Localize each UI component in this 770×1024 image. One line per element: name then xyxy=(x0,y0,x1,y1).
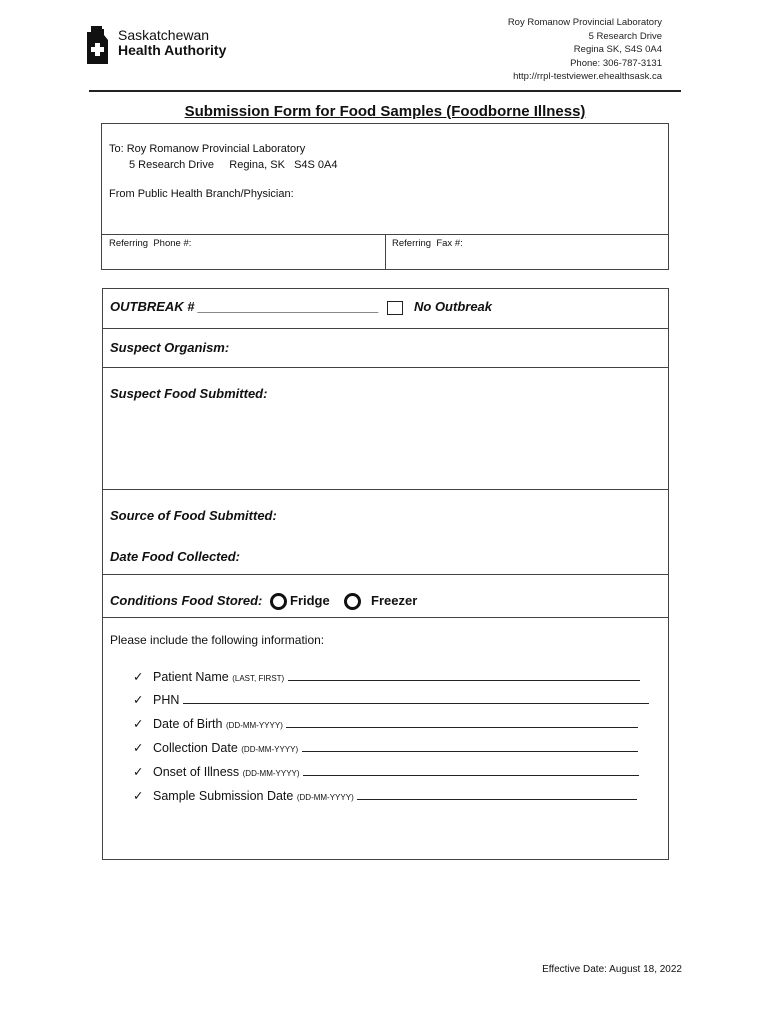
row-divider xyxy=(103,489,668,490)
item-label: Collection Date xyxy=(153,741,238,755)
address-phone: Phone: 306-787-3131 xyxy=(570,57,662,69)
item-format: (DD-MM-YYYY) xyxy=(242,769,300,778)
saskatchewan-province-icon xyxy=(86,26,110,64)
freezer-radio[interactable] xyxy=(344,593,361,610)
patient-name-item[interactable] xyxy=(133,669,640,684)
no-outbreak-label: No Outbreak xyxy=(414,299,493,314)
check-icon: ✓ xyxy=(133,789,144,803)
logo-line-saskatchewan: Saskatchewan xyxy=(118,27,210,43)
check-icon: ✓ xyxy=(133,765,144,779)
item-format: (LAST, FIRST) xyxy=(232,674,285,683)
header-divider xyxy=(89,90,681,92)
address-city: Regina SK, S4S 0A4 xyxy=(573,44,662,55)
item-label: PHN xyxy=(153,693,180,707)
collection-date-item[interactable] xyxy=(133,740,638,755)
address-street: 5 Research Drive xyxy=(588,30,662,42)
date-of-birth-item[interactable] xyxy=(133,716,638,731)
row-divider xyxy=(103,367,668,368)
fill-line[interactable] xyxy=(302,741,638,752)
lab-address-block xyxy=(508,16,662,84)
fridge-radio[interactable] xyxy=(270,593,287,610)
from-field-label[interactable]: From Public Health Branch/Physician: xyxy=(109,188,294,200)
item-format: (DD-MM-YYYY) xyxy=(225,721,283,730)
date-food-collected-field[interactable]: Date Food Collected: xyxy=(110,549,241,564)
row-divider xyxy=(103,328,668,329)
item-label: Sample Submission Date xyxy=(153,789,294,803)
sha-logo xyxy=(86,26,226,64)
onset-of-illness-item[interactable] xyxy=(133,764,639,779)
logo-line-health-authority: Health Authority xyxy=(118,42,227,58)
to-line-address: 5 Research Drive Regina, SK S4S 0A4 xyxy=(129,159,338,171)
fill-line[interactable] xyxy=(303,765,639,776)
suspect-food-field[interactable]: Suspect Food Submitted: xyxy=(110,386,268,401)
fill-line[interactable] xyxy=(357,789,637,800)
check-icon: ✓ xyxy=(133,717,144,731)
fill-line[interactable] xyxy=(288,670,640,681)
addressee-box xyxy=(101,123,669,270)
check-icon: ✓ xyxy=(133,693,144,707)
sample-submission-date-item[interactable] xyxy=(133,788,637,803)
please-include-text: Please include the following information: xyxy=(110,633,325,647)
referring-fax-field[interactable]: Referring Fax #: xyxy=(392,238,463,249)
item-label: Patient Name xyxy=(153,670,229,684)
no-outbreak-checkbox[interactable] xyxy=(387,301,403,315)
sample-info-box xyxy=(102,288,669,860)
row-divider xyxy=(103,617,668,618)
address-url[interactable]: http://rrpl-testviewer.ehealthsask.ca xyxy=(513,71,662,82)
fill-line[interactable] xyxy=(183,693,649,704)
item-format: (DD-MM-YYYY) xyxy=(241,745,299,754)
effective-date: Effective Date: August 18, 2022 xyxy=(542,964,682,975)
row-divider xyxy=(103,574,668,575)
check-icon: ✓ xyxy=(133,670,144,684)
to-line-lab: To: Roy Romanow Provincial Laboratory xyxy=(109,143,306,155)
freezer-label: Freezer xyxy=(371,593,418,608)
to-block xyxy=(109,141,338,173)
box-column-divider xyxy=(385,234,386,269)
phn-item[interactable] xyxy=(133,692,649,707)
item-format: (DD-MM-YYYY) xyxy=(296,793,354,802)
fill-line[interactable] xyxy=(286,717,638,728)
fridge-label: Fridge xyxy=(290,593,330,608)
address-lab-name: Roy Romanow Provincial Laboratory xyxy=(507,17,662,28)
item-label: Date of Birth xyxy=(153,717,223,731)
referring-phone-field[interactable]: Referring Phone #: xyxy=(109,238,192,249)
check-icon: ✓ xyxy=(133,741,144,755)
suspect-organism-field[interactable]: Suspect Organism: xyxy=(110,340,230,355)
source-of-food-field[interactable]: Source of Food Submitted: xyxy=(110,508,277,523)
form-title: Submission Form for Food Samples (Foodborne Illness) xyxy=(184,103,586,120)
item-label: Onset of Illness xyxy=(153,765,240,779)
conditions-stored-label: Conditions Food Stored: xyxy=(110,593,263,608)
outbreak-number-field[interactable]: OUTBREAK # _________________________ xyxy=(110,299,379,314)
